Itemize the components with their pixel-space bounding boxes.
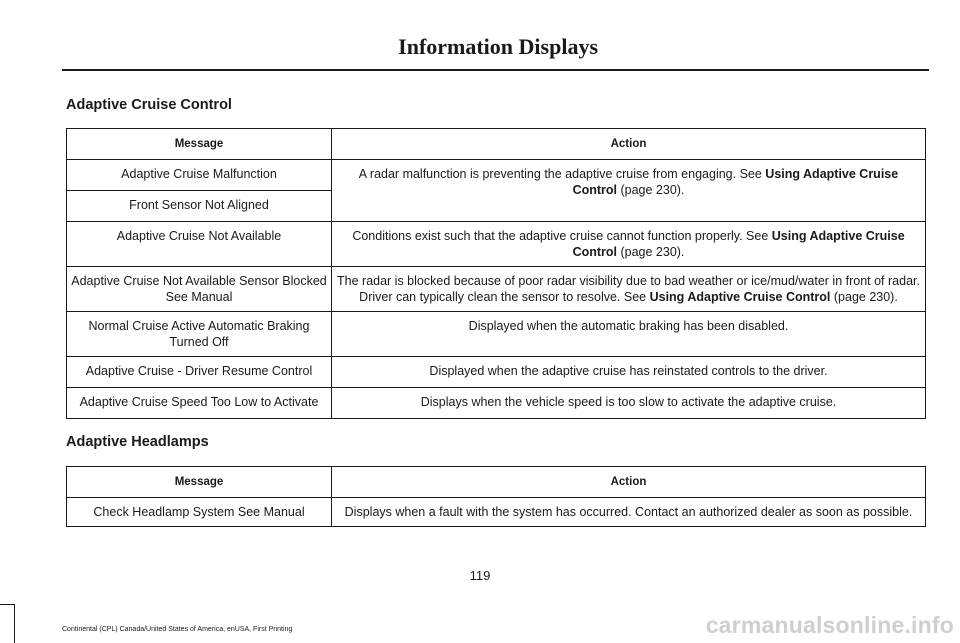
cross-reference-link: Using Adaptive Cruise Control [572, 167, 899, 197]
adaptive-cruise-control-table [66, 128, 926, 419]
message-cell: Adaptive Cruise - Driver Resume Control [67, 357, 332, 388]
table-row [67, 222, 926, 267]
column-header-message: Message [67, 129, 332, 160]
column-header-action: Action [332, 129, 926, 160]
table-row [67, 498, 926, 527]
message-cell: Check Headlamp System See Manual [67, 498, 332, 527]
action-cell: Displayed when the automatic braking has been disabled. [332, 312, 926, 357]
page-header-title: Information Displays [398, 34, 598, 59]
column-header-message: Message [67, 467, 332, 498]
message-cell: Adaptive Cruise Not Available [67, 222, 332, 267]
adaptive-headlamps-table [66, 466, 926, 527]
message-cell: Adaptive Cruise Speed Too Low to Activate [67, 388, 332, 419]
table-row [67, 312, 926, 357]
message-cell: Adaptive Cruise Malfunction [67, 160, 332, 191]
message-cell: Front Sensor Not Aligned [67, 191, 332, 222]
page-reference: (page 230). [617, 183, 685, 197]
message-cell: Normal Cruise Active Automatic Braking Turned Off [67, 312, 332, 357]
cross-reference-link: Using Adaptive Cruise Control [572, 229, 905, 259]
action-cell [332, 222, 926, 267]
section-title-adaptive-headlamps: Adaptive Headlamps [66, 434, 209, 450]
table-header-row [67, 129, 926, 160]
crop-mark [0, 604, 15, 643]
page-number: 119 [469, 568, 491, 583]
action-cell: Displayed when the adaptive cruise has reinstated controls to the driver. [332, 357, 926, 388]
action-cell [332, 160, 926, 222]
cross-reference-link: Using Adaptive Cruise Control [649, 290, 831, 304]
page-reference: (page 230). [617, 245, 685, 259]
header-divider [62, 69, 929, 71]
action-text: Conditions exist such that the adaptive cruise cannot function properly. See [352, 229, 772, 243]
action-text: The radar is blocked because of poor radar visibility due to bad weather or ice/mud/water in front of radar. Driver can typically clean the sensor to resolve. See [337, 274, 920, 304]
action-text: A radar malfunction is preventing the adaptive cruise from engaging. See [358, 167, 766, 181]
page-reference: (page 230). [830, 290, 898, 304]
publication-footer: Continental (CPL) Canada/United States of America, enUSA, First Printing [62, 626, 293, 633]
table-row [67, 357, 926, 388]
table-row [67, 160, 926, 191]
action-cell: Displays when the vehicle speed is too slow to activate the adaptive cruise. [332, 388, 926, 419]
section-title-adaptive-cruise-control: Adaptive Cruise Control [66, 97, 232, 113]
message-cell: Adaptive Cruise Not Available Sensor Blocked See Manual [67, 267, 332, 312]
column-header-action: Action [332, 467, 926, 498]
table-row [67, 267, 926, 312]
action-cell: Displays when a fault with the system has occurred. Contact an authorized dealer as soon as possible. [332, 498, 926, 527]
action-cell [332, 267, 926, 312]
watermark: carmanualsonline.info [705, 612, 954, 638]
table-header-row [67, 467, 926, 498]
table-row [67, 388, 926, 419]
